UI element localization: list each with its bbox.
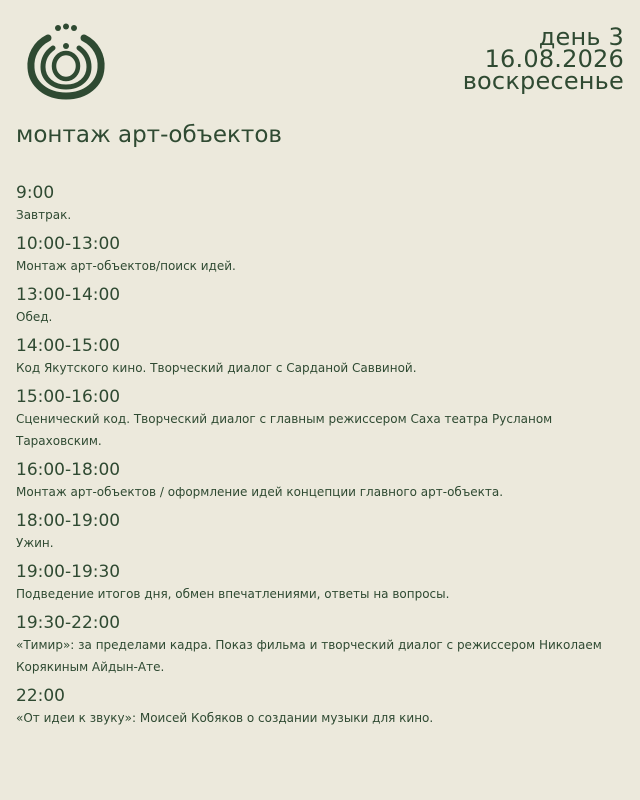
weekday: воскресенье — [462, 67, 624, 95]
schedule-description: Код Якутского кино. Творческий диалог с Сарданой Саввиной. — [16, 361, 417, 375]
schedule-item — [16, 285, 616, 328]
schedule-time: 19:30-22:00 — [16, 613, 121, 633]
schedule-item — [16, 387, 616, 452]
schedule-time: 13:00-14:00 — [16, 285, 121, 305]
schedule-time: 14:00-15:00 — [16, 336, 121, 356]
schedule-time: 19:00-19:30 — [16, 562, 121, 582]
day-number: день 3 — [538, 23, 624, 51]
schedule-description: Сценический код. Творческий диалог с главным режиссером Саха театра Русланом Тараховским. — [16, 412, 553, 448]
schedule-item — [16, 460, 616, 503]
schedule-description: Завтрак. — [16, 208, 72, 222]
schedule-description: Обед. — [16, 310, 53, 324]
date: 16.08.2026 — [484, 45, 624, 73]
schedule-description: Ужин. — [16, 536, 54, 550]
schedule-time: 15:00-16:00 — [16, 387, 121, 407]
schedule-item — [16, 511, 616, 554]
schedule-item — [16, 234, 616, 277]
schedule-description: Монтаж арт-объектов / оформление идей концепции главного арт-объекта. — [16, 485, 504, 499]
page-title: монтаж арт-объектов — [16, 122, 282, 148]
schedule-item — [16, 686, 616, 729]
schedule-time: 18:00-19:00 — [16, 511, 121, 531]
day-info — [462, 23, 624, 95]
schedule-description: «От идеи к звуку»: Моисей Кобяков о создании музыки для кино. — [16, 711, 434, 725]
schedule-description: Подведение итогов дня, обмен впечатлениями, ответы на вопросы. — [16, 587, 450, 601]
schedule-time: 22:00 — [16, 686, 65, 706]
schedule-time: 10:00-13:00 — [16, 234, 121, 254]
schedule-time: 16:00-18:00 — [16, 460, 121, 480]
schedule-description: «Тимир»: за пределами кадра. Показ фильма и творческий диалог с режиссером Николаем Корякиным Айдын-Ате. — [16, 638, 602, 674]
schedule-item — [16, 183, 616, 226]
schedule-item — [16, 562, 616, 605]
schedule-item — [16, 336, 616, 379]
schedule-description: Монтаж арт-объектов/поиск идей. — [16, 259, 236, 273]
logo-icon — [26, 22, 106, 100]
schedule-list — [16, 183, 616, 737]
schedule-item — [16, 613, 616, 678]
schedule-time: 9:00 — [16, 183, 55, 203]
